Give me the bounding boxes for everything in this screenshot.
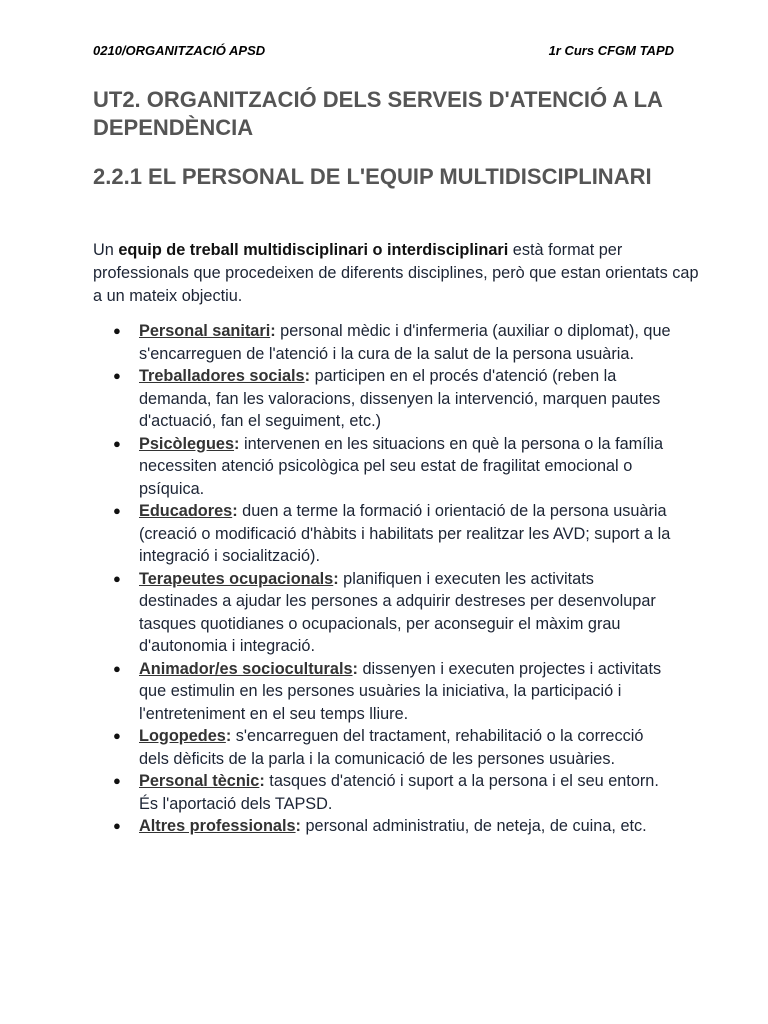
intro-prefix: Un — [93, 241, 119, 259]
list-item — [93, 365, 673, 433]
roles-list — [93, 320, 673, 838]
list-item — [93, 770, 673, 815]
bullet-icon: ● — [113, 503, 121, 518]
colon: : — [333, 569, 339, 588]
role-term: Psicòlegues — [139, 434, 235, 453]
header-right: 1r Curs CFGM TAPD — [548, 43, 674, 58]
role-desc: personal mèdic i d'infermeria (auxiliar o diplomat), que s'encarreguen de l'atenció i la cura de la salut de la persona usuària. — [139, 322, 671, 363]
list-item — [93, 815, 673, 838]
bullet-icon: ● — [113, 368, 121, 383]
bullet-icon: ● — [113, 435, 121, 451]
header-left: 0210/ORGANITZACIÓ APSD — [93, 43, 266, 58]
colon: : — [232, 502, 238, 520]
role-term: Animador/es socioculturals — [139, 659, 353, 678]
colon: : — [270, 322, 276, 340]
role-term: Treballadores socials — [139, 367, 305, 385]
colon: : — [234, 434, 240, 453]
bullet-icon: ● — [113, 660, 121, 676]
role-desc: participen en el procés d'atenció (reben la demanda, fan les valoracions, dissenyen la intervenció, marquen pautes d'actuació, fan el seguiment, etc.) — [139, 367, 661, 430]
role-term: Altres professionals — [139, 817, 296, 835]
list-item — [93, 725, 673, 770]
colon: : — [295, 817, 301, 835]
role-term: Terapeutes ocupacionals — [139, 569, 334, 588]
colon: : — [352, 659, 358, 678]
intro-paragraph — [93, 239, 708, 308]
role-desc: intervenen en les situacions en què la persona o la família necessiten atenció psicològica pel seu estat de fragilitat emocional o psíquica. — [139, 434, 664, 498]
colon: : — [225, 727, 232, 745]
bullet-icon: ● — [113, 728, 121, 743]
role-desc: s'encarreguen del tractament, rehabilitació o la correcció dels dèficits de la parla i la comunicació de les persones usuàries. — [139, 727, 644, 768]
document-title: UT2. ORGANITZACIÓ DELS SERVEIS D'ATENCIÓ A LA DEPENDÈNCIA — [93, 87, 663, 140]
role-desc: tasques d'atenció i suport a la persona i el seu entorn. És l'aportació dels TAPSD. — [139, 772, 659, 813]
list-item — [93, 568, 673, 658]
section-heading: 2.2.1 EL PERSONAL DE L'EQUIP MULTIDISCIPLINARI — [93, 164, 652, 189]
bullet-icon: ● — [113, 818, 121, 833]
list-item — [93, 320, 673, 365]
role-desc: dissenyen i executen projectes i activitats que estimulin en les persones usuàries la iniciativa, la participació i l'entreteniment en el seu temps lliure. — [139, 659, 662, 723]
colon: : — [304, 367, 311, 385]
intro-rest: està format per professionals que procedeixen de diferents disciplines, però que estan orientats cap a un mateix objectiu. — [93, 241, 699, 305]
intro-bold: equip de treball multidisciplinari o interdisciplinari — [118, 241, 509, 259]
role-desc: duen a terme la formació i orientació de la persona usuària (creació o modificació d'hàbits i habilitats per realitzar les AVD; suport a la integració i socialització). — [139, 502, 671, 565]
list-item — [93, 658, 673, 726]
page-header — [93, 43, 674, 58]
bullet-icon: ● — [113, 773, 121, 788]
role-term: Logopedes — [139, 727, 226, 745]
list-item — [93, 500, 673, 568]
role-desc: personal administratiu, de neteja, de cuina, etc. — [300, 817, 647, 835]
colon: : — [259, 772, 265, 790]
role-desc: planifiquen i executen les activitats destinades a ajudar les persones a adquirir destreses per desenvolupar tasques quotidianes o ocupacionals, per aconseguir el màxim grau d'autonomia i integració. — [139, 569, 656, 655]
role-term: Personal tècnic — [139, 772, 260, 790]
bullet-icon: ● — [113, 323, 121, 338]
list-item — [93, 433, 673, 501]
bullet-icon: ● — [113, 570, 121, 586]
role-term: Personal sanitari — [139, 322, 271, 340]
role-term: Educadores — [139, 502, 233, 520]
